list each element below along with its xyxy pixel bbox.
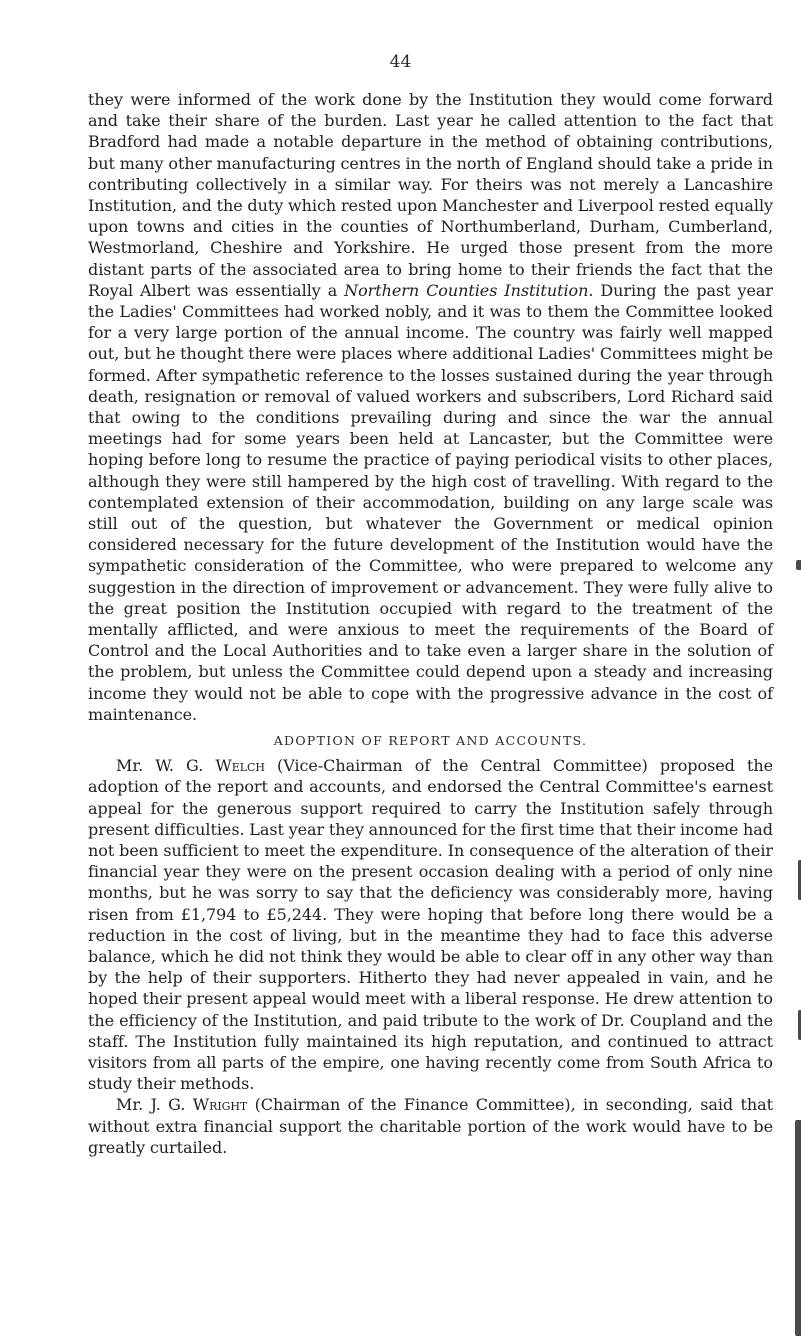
paragraph-1-text: they were informed of the work done by the Institution they would come forward and take their share of the burden. Last year he called attention to the fact that Bradford had made a notable departure in the method of obtaining contributions, but many other manufacturing centres in the north of England should take a pride in contributing collectively in a similar way. For theirs was not merely a Lancashire Institution, and the duty which rested upon Manchester and Liverpool rested equally upon towns and cities in the counties of Northumberland, Durham, Cumberland, Westmorland, Cheshire and Yorkshire. He urged those present from the more distant parts of the associated area to bring home to their friends the fact that the Royal Albert was essentially a xyxy=(88,90,773,300)
paragraph-1-italic: Northern Counties Institution. xyxy=(344,280,594,300)
paragraph-1 xyxy=(88,89,773,725)
edge-mark xyxy=(796,560,801,570)
paragraph-2 xyxy=(88,755,773,1094)
paragraph-3-lead: Mr. J. G. xyxy=(116,1095,186,1115)
page-number: 44 xyxy=(389,52,412,72)
body-text xyxy=(88,89,773,1158)
paragraph-1-continued: During the past year the Ladies' Committees had worked nobly, and it was to them the Committee looked for a very large portion of the annual income. The country was fairly well mapped out, but he thought there were places where additional Ladies' Committees might be formed. After sympathetic reference to the losses sustained during the year through death, resignation or removal of valued workers and subscribers, Lord Richard said that owing to the conditions prevailing during and since the war the annual meetings had for some years been held at Lancaster, but the Committee were hoping before long to resume the practice of paying periodical visits to other places, although they were still hampered by the high cost of travelling. With regard to the contemplated extension of their accommodation, building on any large scale was still out of the question, but whatever the Government or medical opinion considered necessary for the future development of the Institution would have the sympathetic consideration of the Committee, who were prepared to welcome any suggestion in the direction of improvement or advancement. They were fully alive to the great position the Institution occupied with regard to the treatment of the mentally afflicted, and were anxious to meet the requirements of the Board of Control and the Local Authorities and to take even a larger share in the solution of the problem, but unless the Committee could depend upon a steady and increasing income they would not be able to cope with the progressive advance in the cost of maintenance. xyxy=(88,280,773,724)
edge-mark xyxy=(795,1120,801,1336)
section-heading: ADOPTION OF REPORT AND ACCOUNTS. xyxy=(273,733,588,749)
paragraph-2-text: (Vice-Chairman of the Central Committee) proposed the adoption of the report and accounts, and endorsed the Central Committee's earnest appeal for the generous support required to carry the Institution safely through present difficulties. Last year they announced for the first time that their income had not been sufficient to meet the expenditure. In consequence of the alteration of their financial year they were on the present occasion dealing with a period of only nine months, but he was sorry to say that the deficiency was considerably more, having risen from £1,794 to £5,244. They were hoping that before long there would be a reduction in the cost of living, but in the meantime they had to face this adverse balance, which he did not think they would be able to clear off in any other way than by the help of their supporters. Hitherto they had never appealed in vain, and he hoped their present appeal would meet with a liberal response. He drew attention to the efficiency of the Institution, and paid tribute to the work of Dr. Coupland and the staff. The Institution fully maintained its high reputation, and continued to attract visitors from all parts of the empire, one having recently come from South Africa to study their methods. xyxy=(88,756,773,1094)
page-edge-shadow xyxy=(797,0,801,1336)
paragraph-3-name: Wright xyxy=(192,1095,248,1115)
paragraph-2-lead: Mr. W. G. xyxy=(116,756,204,776)
paragraph-3-text: (Chairman of the Finance Committee), in seconding, said that without extra financial support the charitable portion of the work would have to be greatly curtailed. xyxy=(88,1095,773,1157)
paragraph-2-name: Welch xyxy=(215,756,265,776)
paragraph-3 xyxy=(88,1094,773,1158)
